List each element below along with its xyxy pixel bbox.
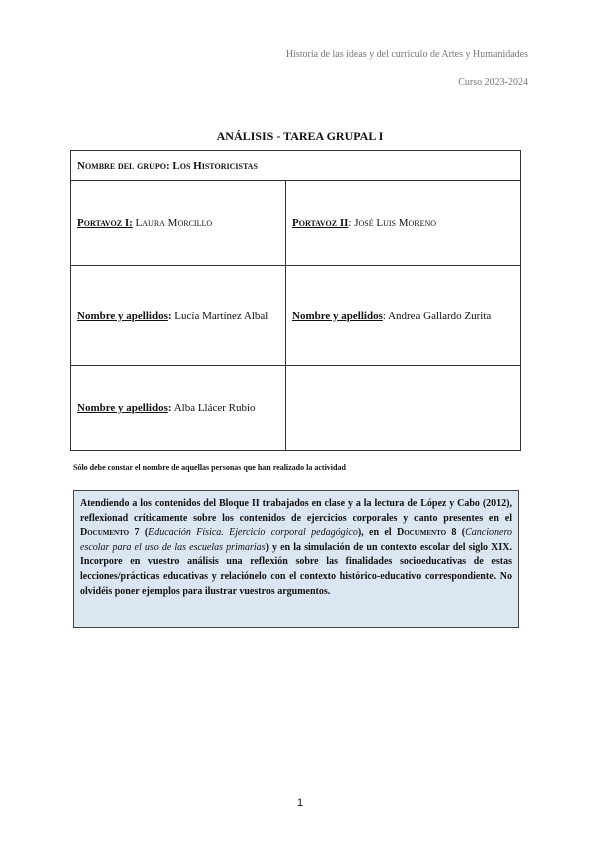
member-label: Nombre y apellidos xyxy=(77,309,168,322)
member-name: Andrea Gallardo Zurita xyxy=(388,309,492,322)
document-8-ref: Documento 8 xyxy=(396,527,457,539)
spokesperson-2-label: Portavoz II xyxy=(292,217,349,229)
empty-cell xyxy=(286,366,521,451)
member-name: Lucía Martínez Albal xyxy=(174,309,269,322)
member-cell: Nombre y apellidos: Alba Llácer Rubio xyxy=(71,366,286,451)
group-value: Los Historicistas xyxy=(169,159,258,172)
course-year: Curso 2023-2024 xyxy=(458,77,528,88)
member-label: Nombre y apellidos xyxy=(292,309,383,322)
document-7-ref: Documento 7 xyxy=(80,527,140,539)
task-instructions xyxy=(73,490,519,628)
spokesperson-2-value: : José Luis Moreno xyxy=(348,217,437,229)
spokesperson-1-cell xyxy=(71,181,286,266)
group-table xyxy=(70,150,521,451)
task-text: ) y en la simulación de un contexto escolar del siglo XIX. Incorpore en vuestro análisis una reflexión sobre las finalidades socioeducativas de estas lecciones/prácticas educativas y relaciónelo con el contexto histórico-educativo correspondiente. No olvidéis poner ejemplos para ilustrar vuestros argumentos. xyxy=(80,541,512,597)
note-text: Sólo debe constar el nombre de aquellas personas que han realizado la actividad xyxy=(73,463,346,472)
task-text: ( xyxy=(139,527,149,539)
spokesperson-1-label: Portavoz I: xyxy=(77,217,133,229)
group-name-cell xyxy=(71,151,521,181)
member-cell: Nombre y apellidos: Andrea Gallardo Zurita xyxy=(286,266,521,366)
member-name: Alba Llácer Rubio xyxy=(173,402,256,414)
document-7-title: Educación Física. Ejercicio corporal pedagógico xyxy=(148,527,358,539)
group-label: Nombre del grupo: xyxy=(77,159,170,172)
page-number: 1 xyxy=(296,797,304,809)
page-title: ANÁLISIS - TAREA GRUPAL I xyxy=(216,129,384,143)
spokesperson-2-cell xyxy=(286,181,521,266)
task-text: Atendiendo a los contenidos del Bloque II trabajados en clase y a la lectura de López y Cabo (2012), reflexionad críticamente sobre los contenidos de ejercicios corporales y canto presentes en el xyxy=(80,498,512,524)
course-title: Historia de las ideas y del currículo de Artes y Humanidades xyxy=(285,49,528,60)
member-cell: Nombre y apellidos: Lucía Martínez Albal xyxy=(71,266,286,366)
member-label: Nombre y apellidos xyxy=(77,402,168,414)
task-text: ( xyxy=(456,527,466,539)
document-8-title: Cancionero escolar para el uso de las escuelas primarias xyxy=(80,527,512,553)
spokesperson-1-value: Laura Morcillo xyxy=(132,217,213,229)
task-text: ), en el xyxy=(357,527,397,539)
